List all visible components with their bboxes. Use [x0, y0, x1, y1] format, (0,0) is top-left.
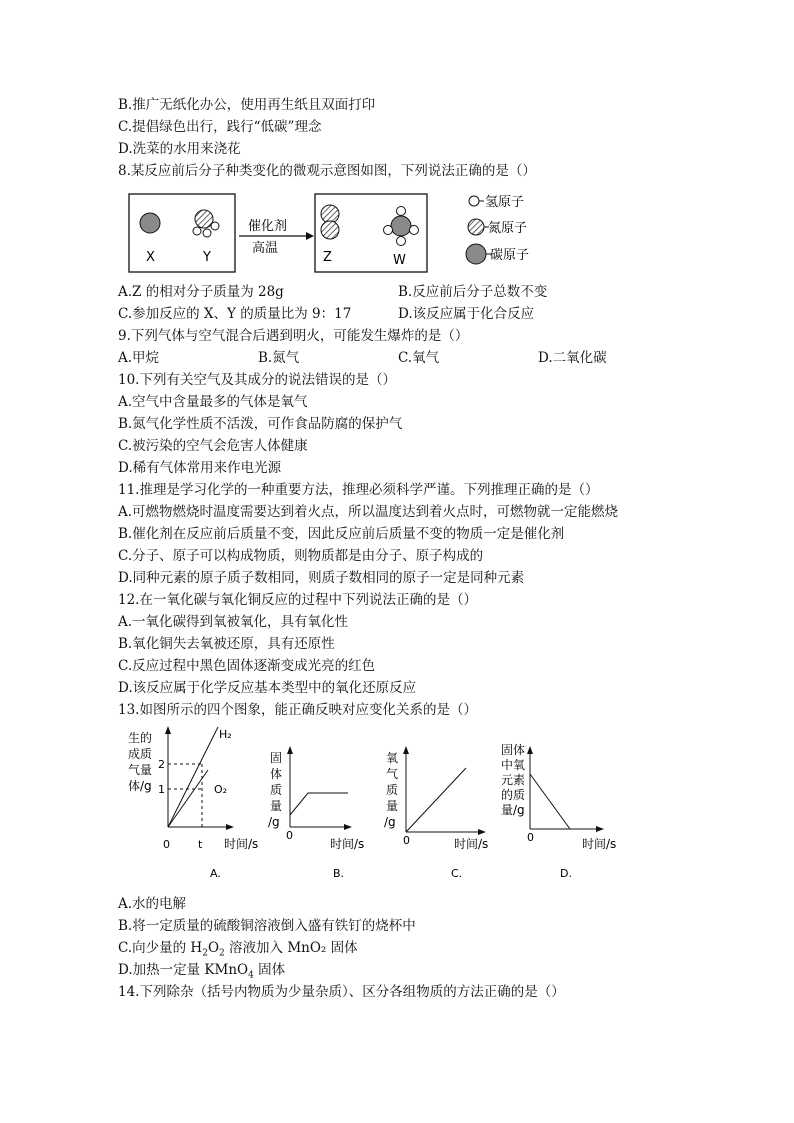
graph-a-y2: 2 [158, 758, 165, 771]
option-line: B.氮气化学性质不活泼，可作食品防腐的保护气 [118, 416, 403, 432]
option-line: B.催化剂在反应前后质量不变，因此反应前后质量不变的物质一定是催化剂 [118, 526, 565, 542]
legend-hydrogen: 氢原子 [485, 195, 525, 210]
graph-c-caption: C. [451, 867, 463, 880]
graph-b-xlabel: 时间/s [330, 837, 365, 851]
reactant-box [129, 194, 235, 272]
option-line: B.推广无纸化办公，使用再生纸且双面打印 [118, 97, 376, 113]
catalyst-label: 催化剂 [248, 219, 288, 234]
legend-hydrogen-icon [469, 196, 479, 206]
hydrogen-atom [397, 207, 406, 216]
legend-carbon-icon [466, 244, 486, 264]
q9-option-a: A.甲烷 [118, 350, 160, 366]
question-stem: 13.如图所示的四个图象，能正确反映对应变化关系的是（） [118, 702, 477, 718]
q9-option-c: C.氧气 [398, 350, 440, 366]
q8-option-a: A.Z 的相对分子质量为 28g [118, 284, 284, 300]
q13-c-part3: 溶液加入 MnO₂ 固体 [224, 940, 358, 956]
option-line: A.可燃物燃烧时温度需要达到着火点，所以温度达到着火点时，可燃物就一定能燃烧 [118, 504, 619, 520]
hydrogen-atom [211, 222, 219, 230]
graph-d-ylabel-4: 的质 [501, 788, 526, 802]
graph-b-ylabel-2: 体 [270, 767, 283, 781]
label-x: X [146, 250, 155, 265]
option-line [118, 961, 285, 985]
question-stem: 8.某反应前后分子种类变化的微观示意图如图，下列说法正确的是（） [118, 163, 536, 179]
hydrogen-atom [397, 237, 406, 246]
option-line: B.氧化铜失去氧被还原，具有还原性 [118, 636, 335, 652]
hydrogen-atom [193, 227, 201, 235]
graph-a-zero: 0 [163, 838, 170, 851]
graph-c-ylabel-3: 质 [386, 783, 399, 797]
legend-nitrogen: 氮原子 [488, 221, 528, 236]
option-line: D.洗菜的水用来浇花 [118, 141, 241, 157]
hydrogen-atom [203, 229, 211, 237]
graph-a-xlabel: 时间/s [224, 837, 259, 851]
graph-a-ylabel-1: 生的 [128, 731, 153, 745]
q13-d-part2: 固体 [253, 962, 286, 978]
option-line: B.将一定质量的硫酸铜溶液倒入盛有铁钉的烧杯中 [118, 918, 416, 934]
option-line: C.反应过程中黑色固体逐渐变成光亮的红色 [118, 658, 376, 674]
graph-c-xlabel: 时间/s [454, 837, 489, 851]
graph-d [501, 742, 616, 880]
graph-d-xlabel: 时间/s [582, 837, 617, 851]
q13-graphs [118, 722, 638, 882]
hydrogen-atom [384, 226, 393, 235]
label-y: Y [203, 250, 211, 265]
graph-c [384, 746, 488, 880]
option-line: D.稀有气体常用来作电光源 [118, 460, 282, 476]
graph-a-ylabel-4: 体/g [128, 779, 152, 793]
graph-b-ylabel-1: 固 [270, 751, 283, 765]
question-stem: 12.在一氧化碳与氧化铜反应的过程中下列说法正确的是（） [118, 592, 477, 608]
graph-a-h2: H₂ [219, 728, 232, 741]
question-stem: 10.下列有关空气及其成分的说法错误的是（） [118, 372, 396, 388]
option-line: D.该反应属于化学反应基本类型中的氧化还原反应 [118, 680, 417, 696]
question-stem: 9.下列气体与空气混合后遇到明火，可能发生爆炸的是（） [118, 328, 469, 344]
q8-option-c: C.参加反应的 X、Y 的质量比为 9：17 [118, 306, 352, 322]
graph-a-y1: 1 [158, 783, 165, 796]
graph-a-caption: A. [210, 867, 221, 880]
graph-c-ylabel-2: 气 [386, 767, 399, 781]
arrow-head [306, 232, 314, 240]
option-line: D.同种元素的原子质子数相同，则质子数相同的原子一定是同种元素 [118, 570, 525, 586]
option-line: C.分子、原子可以构成物质，则物质都是由分子、原子构成的 [118, 548, 484, 564]
option-line: A.水的电解 [118, 896, 187, 912]
graph-a [128, 726, 258, 880]
graph-c-ylabel-5: /g [384, 815, 396, 829]
graph-b-zero: 0 [286, 829, 293, 842]
q13-c-part1: C.向少量的 H [118, 940, 203, 956]
option-line: A.一氧化碳得到氧被氧化，具有氧化性 [118, 614, 349, 630]
question-stem: 14.下列除杂（括号内物质为少量杂质）、区分各组物质的方法正确的是（） [118, 984, 565, 1000]
label-w: W [393, 253, 406, 268]
q9-option-b: B.氮气 [258, 350, 300, 366]
graph-a-o2: O₂ [214, 783, 228, 796]
nitrogen-atom-z [321, 221, 339, 239]
q13-d-part1: D.加热一定量 KMnO [118, 962, 249, 978]
graph-d-ylabel-5: 量/g [501, 803, 525, 817]
q13-d-sub1: 4 [248, 970, 254, 981]
graph-c-ylabel-1: 氧 [386, 751, 399, 765]
nitrogen-atom-z [321, 205, 339, 223]
graph-a-line-h2 [168, 727, 218, 827]
graph-b-ylabel-3: 质 [270, 783, 283, 797]
graph-a-ylabel-3: 气量 [128, 763, 153, 777]
graph-b [268, 746, 364, 880]
graph-a-t: t [198, 838, 203, 851]
graph-d-ylabel-3: 元素 [501, 773, 526, 787]
legend-carbon: 碳原子 [490, 248, 530, 263]
graph-b-ylabel-4: 量 [270, 799, 283, 813]
option-line: A.空气中含量最多的气体是氧气 [118, 394, 308, 410]
question-stem: 11.推理是学习化学的一种重要方法，推理必须科学严谨。下列推理正确的是（） [118, 482, 599, 498]
graph-d-ylabel-1: 固体 [501, 743, 526, 757]
option-line [118, 939, 358, 963]
graph-b-caption: B. [333, 867, 345, 880]
q13-c-part2: O [207, 940, 220, 956]
graph-d-line [530, 774, 570, 829]
option-line: C.提倡绿色出行，践行“低碳”理念 [118, 119, 322, 135]
q9-option-d: D.二氧化碳 [538, 350, 607, 366]
q13-c-sub1: 2 [202, 948, 208, 959]
temperature-label: 高温 [252, 241, 279, 256]
graph-d-ylabel-2: 中氧 [501, 758, 526, 772]
q8-option-b: B.反应前后分子总数不变 [398, 284, 548, 300]
option-line: C.被污染的空气会危害人体健康 [118, 438, 308, 454]
graph-c-zero: 0 [403, 834, 410, 847]
graph-c-ylabel-4: 量 [386, 799, 399, 813]
carbon-atom-x [140, 213, 160, 233]
carbon-atom-w [391, 216, 411, 236]
graph-c-line [406, 768, 466, 832]
hydrogen-atom [410, 226, 419, 235]
reaction-diagram [118, 186, 578, 278]
graph-b-ylabel-5: /g [268, 815, 280, 829]
label-z: Z [323, 250, 332, 265]
nitrogen-atom-y [195, 210, 213, 228]
graph-d-caption: D. [560, 867, 572, 880]
graph-d-zero: 0 [527, 831, 534, 844]
graph-a-ylabel-2: 成质 [128, 747, 153, 761]
legend-nitrogen-icon [468, 219, 484, 235]
q13-c-sub2: 2 [219, 948, 225, 959]
q8-option-d: D.该反应属于化合反应 [398, 306, 535, 322]
graph-b-line [290, 793, 348, 815]
